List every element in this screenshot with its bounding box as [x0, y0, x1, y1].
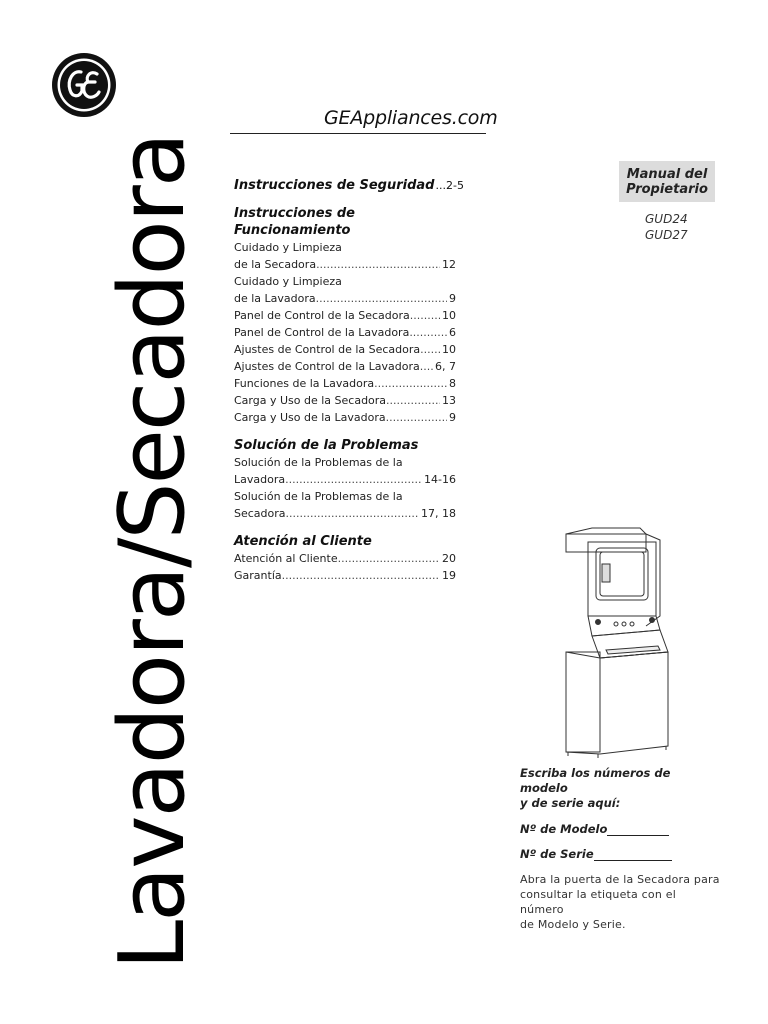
toc-item: Funciones de la Lavadora ..... 8 [234, 375, 456, 392]
toc-safety: Instrucciones de Seguridad ... 2-5 [234, 178, 464, 193]
model-number: GUD24 [645, 212, 688, 226]
toc-item: Solución de la Problemas de la [234, 456, 403, 469]
header-rule [230, 133, 486, 134]
toc-item: Cuidado y Limpieza [234, 275, 342, 288]
model-list [645, 211, 688, 243]
vertical-title: Lavadora/Secadora [100, 134, 205, 970]
toc-item: Ajustes de Control de la Lavadora ..... 6, 7 [234, 358, 456, 375]
serial-number-field: Nº de Serie [520, 847, 720, 861]
toc-item: de la Secadora ..... 12 [234, 256, 456, 273]
toc-troubleshooting-heading: Solución de la Problemas [234, 438, 419, 453]
toc-item: Solución de la Problemas de la [234, 490, 403, 503]
ge-logo-icon [51, 52, 117, 118]
serial-heading: Escriba los números de modelo y de serie aquí: [520, 766, 671, 810]
toc-item: Garantía ..... 19 [234, 567, 456, 584]
toc-customer-heading: Atención al Cliente [234, 534, 372, 549]
toc-item: Lavadora ..... 14-16 [234, 471, 456, 488]
toc-operating-heading: Instrucciones de Funcionamiento [234, 206, 355, 238]
serial-number-section [520, 766, 720, 932]
stacked-washer-dryer-icon [560, 526, 680, 761]
model-number-field: Nº de Modelo [520, 822, 720, 836]
website-url: GEAppliances.com [324, 107, 498, 129]
model-number: GUD27 [645, 228, 688, 242]
toc-item: de la Lavadora ..... 9 [234, 290, 456, 307]
toc-item: Panel de Control de la Secadora ..... 10 [234, 307, 456, 324]
toc-item: Carga y Uso de la Secadora ..... 13 [234, 392, 456, 409]
toc-item: Secadora ..... 17, 18 [234, 505, 456, 522]
toc-item: Ajustes de Control de la Secadora ..... 10 [234, 341, 456, 358]
table-of-contents [234, 177, 464, 584]
owners-manual-badge: Manual del Propietario [619, 161, 715, 202]
toc-item: Carga y Uso de la Lavadora ..... 9 [234, 409, 456, 426]
toc-item: Cuidado y Limpieza [234, 241, 342, 254]
toc-item: Atención al Cliente ..... 20 [234, 550, 456, 567]
toc-item: Panel de Control de la Lavadora ..... 6 [234, 324, 456, 341]
serial-note: Abra la puerta de la Secadora para consultar la etiqueta con el número de Modelo y Serie. [520, 873, 720, 931]
